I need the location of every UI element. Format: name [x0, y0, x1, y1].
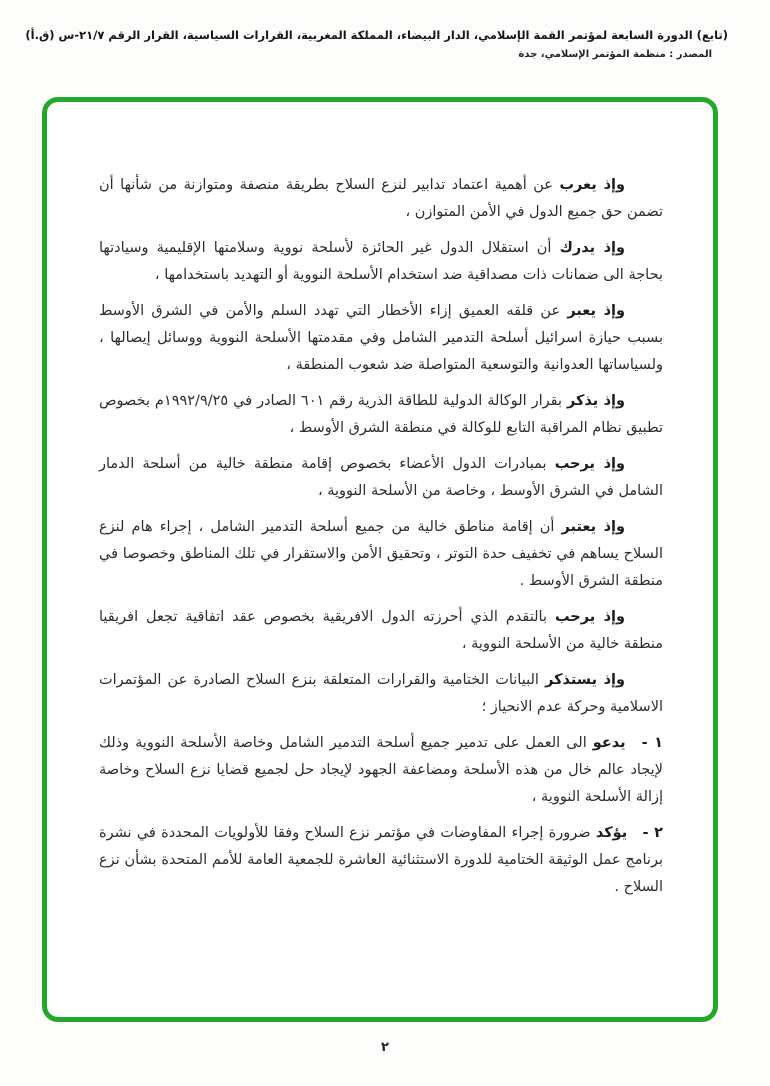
scan-frame — [42, 97, 718, 1022]
paragraph — [99, 451, 663, 505]
page-number: ٢ — [381, 1040, 389, 1055]
paragraph-lead: وإذ يعتبر — [561, 519, 625, 535]
item-lead: يؤكد — [595, 825, 628, 841]
item-number: ١ - — [641, 735, 663, 751]
paragraph-lead: وإذ يستذكر — [545, 672, 626, 688]
paragraph-text: البيانات الختامية والقرارات المتعلقة بنزع السلاح الصادرة عن المؤتمرات الاسلامية وحركة عدم الانحياز ؛ — [99, 672, 663, 715]
paragraph-lead: وإذ يذكر — [566, 393, 626, 409]
item-text: ضرورة إجراء المفاوضات في مؤتمر نزع السلاح وفقا للأولويات المحددة في نشرة برنامج عمل الوثيقة الختامية للدورة الاستثنائية العاشرة للجمعية العامة للأمم المتحدة بشأن نزع السلاح . — [99, 825, 663, 895]
document-body — [99, 172, 663, 910]
paragraph — [99, 298, 663, 379]
paragraph-lead: وإذ يعرب — [559, 177, 625, 193]
paragraph — [99, 172, 663, 226]
header-line-1: (تابع) الدورة السابعة لمؤتمر القمة الإسلامي، الدار البيضاء، المملكة المغربية، القرارات السياسية، القرار الرقم ٢١/٧-س (ق.أ) — [25, 28, 728, 42]
paragraph — [99, 604, 663, 658]
header-line-2: المصدر : منظمة المؤتمر الإسلامي، جدة — [518, 49, 712, 60]
item-lead: يدعو — [592, 735, 626, 751]
paragraph-lead: وإذ يرحب — [554, 456, 625, 472]
paragraph — [99, 514, 663, 595]
paragraph-lead: وإذ يرحب — [554, 609, 625, 625]
paragraph-lead: وإذ يدرك — [559, 240, 625, 256]
numbered-item — [99, 730, 663, 811]
paragraph — [99, 667, 663, 721]
paragraph-lead: وإذ يعبر — [567, 303, 625, 319]
paragraph-text: عن أهمية اعتماد تدابير لنزع السلاح بطريقة منصفة ومتوازنة من شأنها أن تضمن حق جميع الدول في الأمن المتوازن ، — [99, 177, 663, 220]
paragraph — [99, 235, 663, 289]
paragraph — [99, 388, 663, 442]
numbered-item — [99, 820, 663, 901]
paragraph-text: أن إقامة مناطق خالية من جميع أسلحة التدمير الشامل ، إجراء هام لنزع السلاح يساهم في تخفيف حدة التوتر ، وتحقيق الأمن والاستقرار في تلك المناطق وخصوصا في منطقة الشرق الأوسط . — [99, 519, 663, 589]
item-text: الى العمل على تدمير جميع أسلحة التدمير الشامل وخاصة الأسلحة النووية وذلك لإيجاد عالم خال من هذه الأسلحة ومضاعفة الجهود لإيجاد حل لجميع قضايا نزع السلاح وخاصة إزالة الأسلحة النووية ، — [99, 735, 663, 805]
document-header — [25, 28, 728, 60]
paragraph-text: بمبادرات الدول الأعضاء بخصوص إقامة منطقة خالية من أسلحة الدمار الشامل في الشرق الأوسط ، وخاصة من الأسلحة النووية ، — [99, 456, 663, 499]
item-number: ٢ - — [642, 825, 664, 841]
paragraph-text: بالتقدم الذي أحرزته الدول الافريقية بخصوص عقد اتفاقية تجعل افريقيا منطقة خالية من الأسلحة النووية ، — [99, 609, 663, 652]
paragraph-text: بقرار الوكالة الدولية للطاقة الذرية رقم ٦٠١ الصادر في ١٩٩٢/٩/٢٥م بخصوص تطبيق نظام المراقبة التابع للوكالة في منطقة الشرق الأوسط ، — [99, 393, 663, 436]
paragraph-text: عن قلقه العميق إزاء الأخطار التي تهدد السلم والأمن في الشرق الأوسط بسبب حيازة اسرائيل أسلحة التدمير الشامل وفي مقدمتها الأسلحة النووية ووسائل إيصالها ، ولسياساتها العدوانية والتوسعية المتواصلة ضد شعوب المنطقة ، — [99, 303, 663, 373]
paragraph-text: أن استقلال الدول غير الحائزة لأسلحة نووية وسلامتها الإقليمية وسيادتها بحاجة الى ضمانات ذات مصداقية ضد استخدام الأسلحة النووية أو التهديد باستخدامها ، — [99, 240, 663, 283]
